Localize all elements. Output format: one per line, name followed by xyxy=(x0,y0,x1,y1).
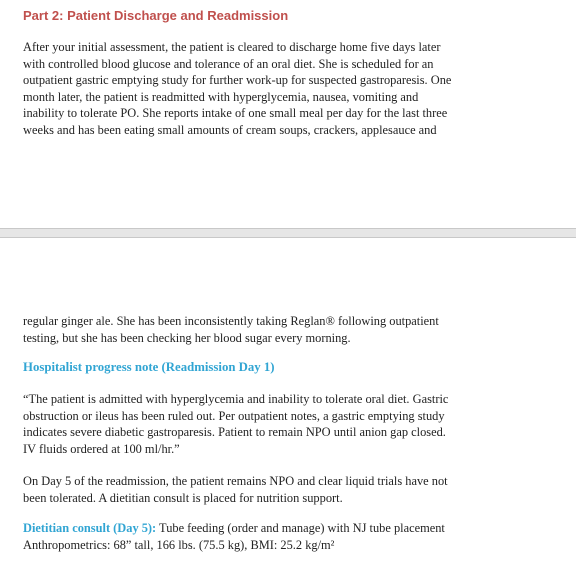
paragraph-progress-note xyxy=(23,391,563,457)
text-line: obstruction or ileus has been ruled out. Per outpatient notes, a gastric emptying study xyxy=(23,408,445,423)
text-line: After your initial assessment, the patient is cleared to discharge home five days later xyxy=(23,40,441,54)
text-line: been tolerated. A dietitian consult is placed for nutrition support. xyxy=(23,490,343,505)
text-line: On Day 5 of the readmission, the patient remains NPO and clear liquid trials have not xyxy=(23,474,448,488)
dietitian-consult-label: Dietitian consult (Day 5): xyxy=(23,521,157,535)
dietitian-consult-text: Tube feeding (order and manage) with NJ tube placement xyxy=(156,521,445,535)
document-page-top xyxy=(0,0,576,228)
text-line xyxy=(23,520,563,537)
text-line: regular ginger ale. She has been inconsistently taking Reglan® following outpatient xyxy=(23,314,439,328)
text-line: “The patient is admitted with hyperglycemia and inability to tolerate oral diet. Gastric xyxy=(23,392,449,406)
paragraph-discharge xyxy=(23,39,563,138)
paragraph-day5 xyxy=(23,473,563,506)
text-line: with controlled blood glucose and tolerance of an oral diet. She is scheduled for an xyxy=(23,56,434,71)
text-line: month later, the patient is readmitted with hyperglycemia, nausea, vomiting and xyxy=(23,89,419,104)
paragraph-dietitian-consult xyxy=(23,520,563,553)
text-line: indicates severe diabetic gastroparesis. Patient to remain NPO until anion gap closed. xyxy=(23,425,446,439)
text-line: weeks and has been eating small amounts of cream soups, crackers, applesauce and xyxy=(23,122,437,137)
section-heading-progress-note: Hospitalist progress note (Readmission Day 1) xyxy=(23,360,275,374)
paragraph-discharge-continued xyxy=(23,313,563,346)
text-line: outpatient gastric emptying study for further work-up for suspected gastroparesis. One xyxy=(23,73,452,87)
text-line: testing, but she has been checking her blood sugar every morning. xyxy=(23,330,351,345)
page-break-separator xyxy=(0,228,576,238)
text-line: IV fluids ordered at 100 ml/hr.” xyxy=(23,441,180,456)
text-line: inability to tolerate PO. She reports intake of one small meal per day for the last three xyxy=(23,106,448,120)
anthropometrics-line: Anthropometrics: 68” tall, 166 lbs. (75.5 kg), BMI: 25.2 kg/m² xyxy=(23,537,335,552)
document-page-bottom xyxy=(0,238,576,561)
section-heading-part2: Part 2: Patient Discharge and Readmission xyxy=(23,8,289,23)
